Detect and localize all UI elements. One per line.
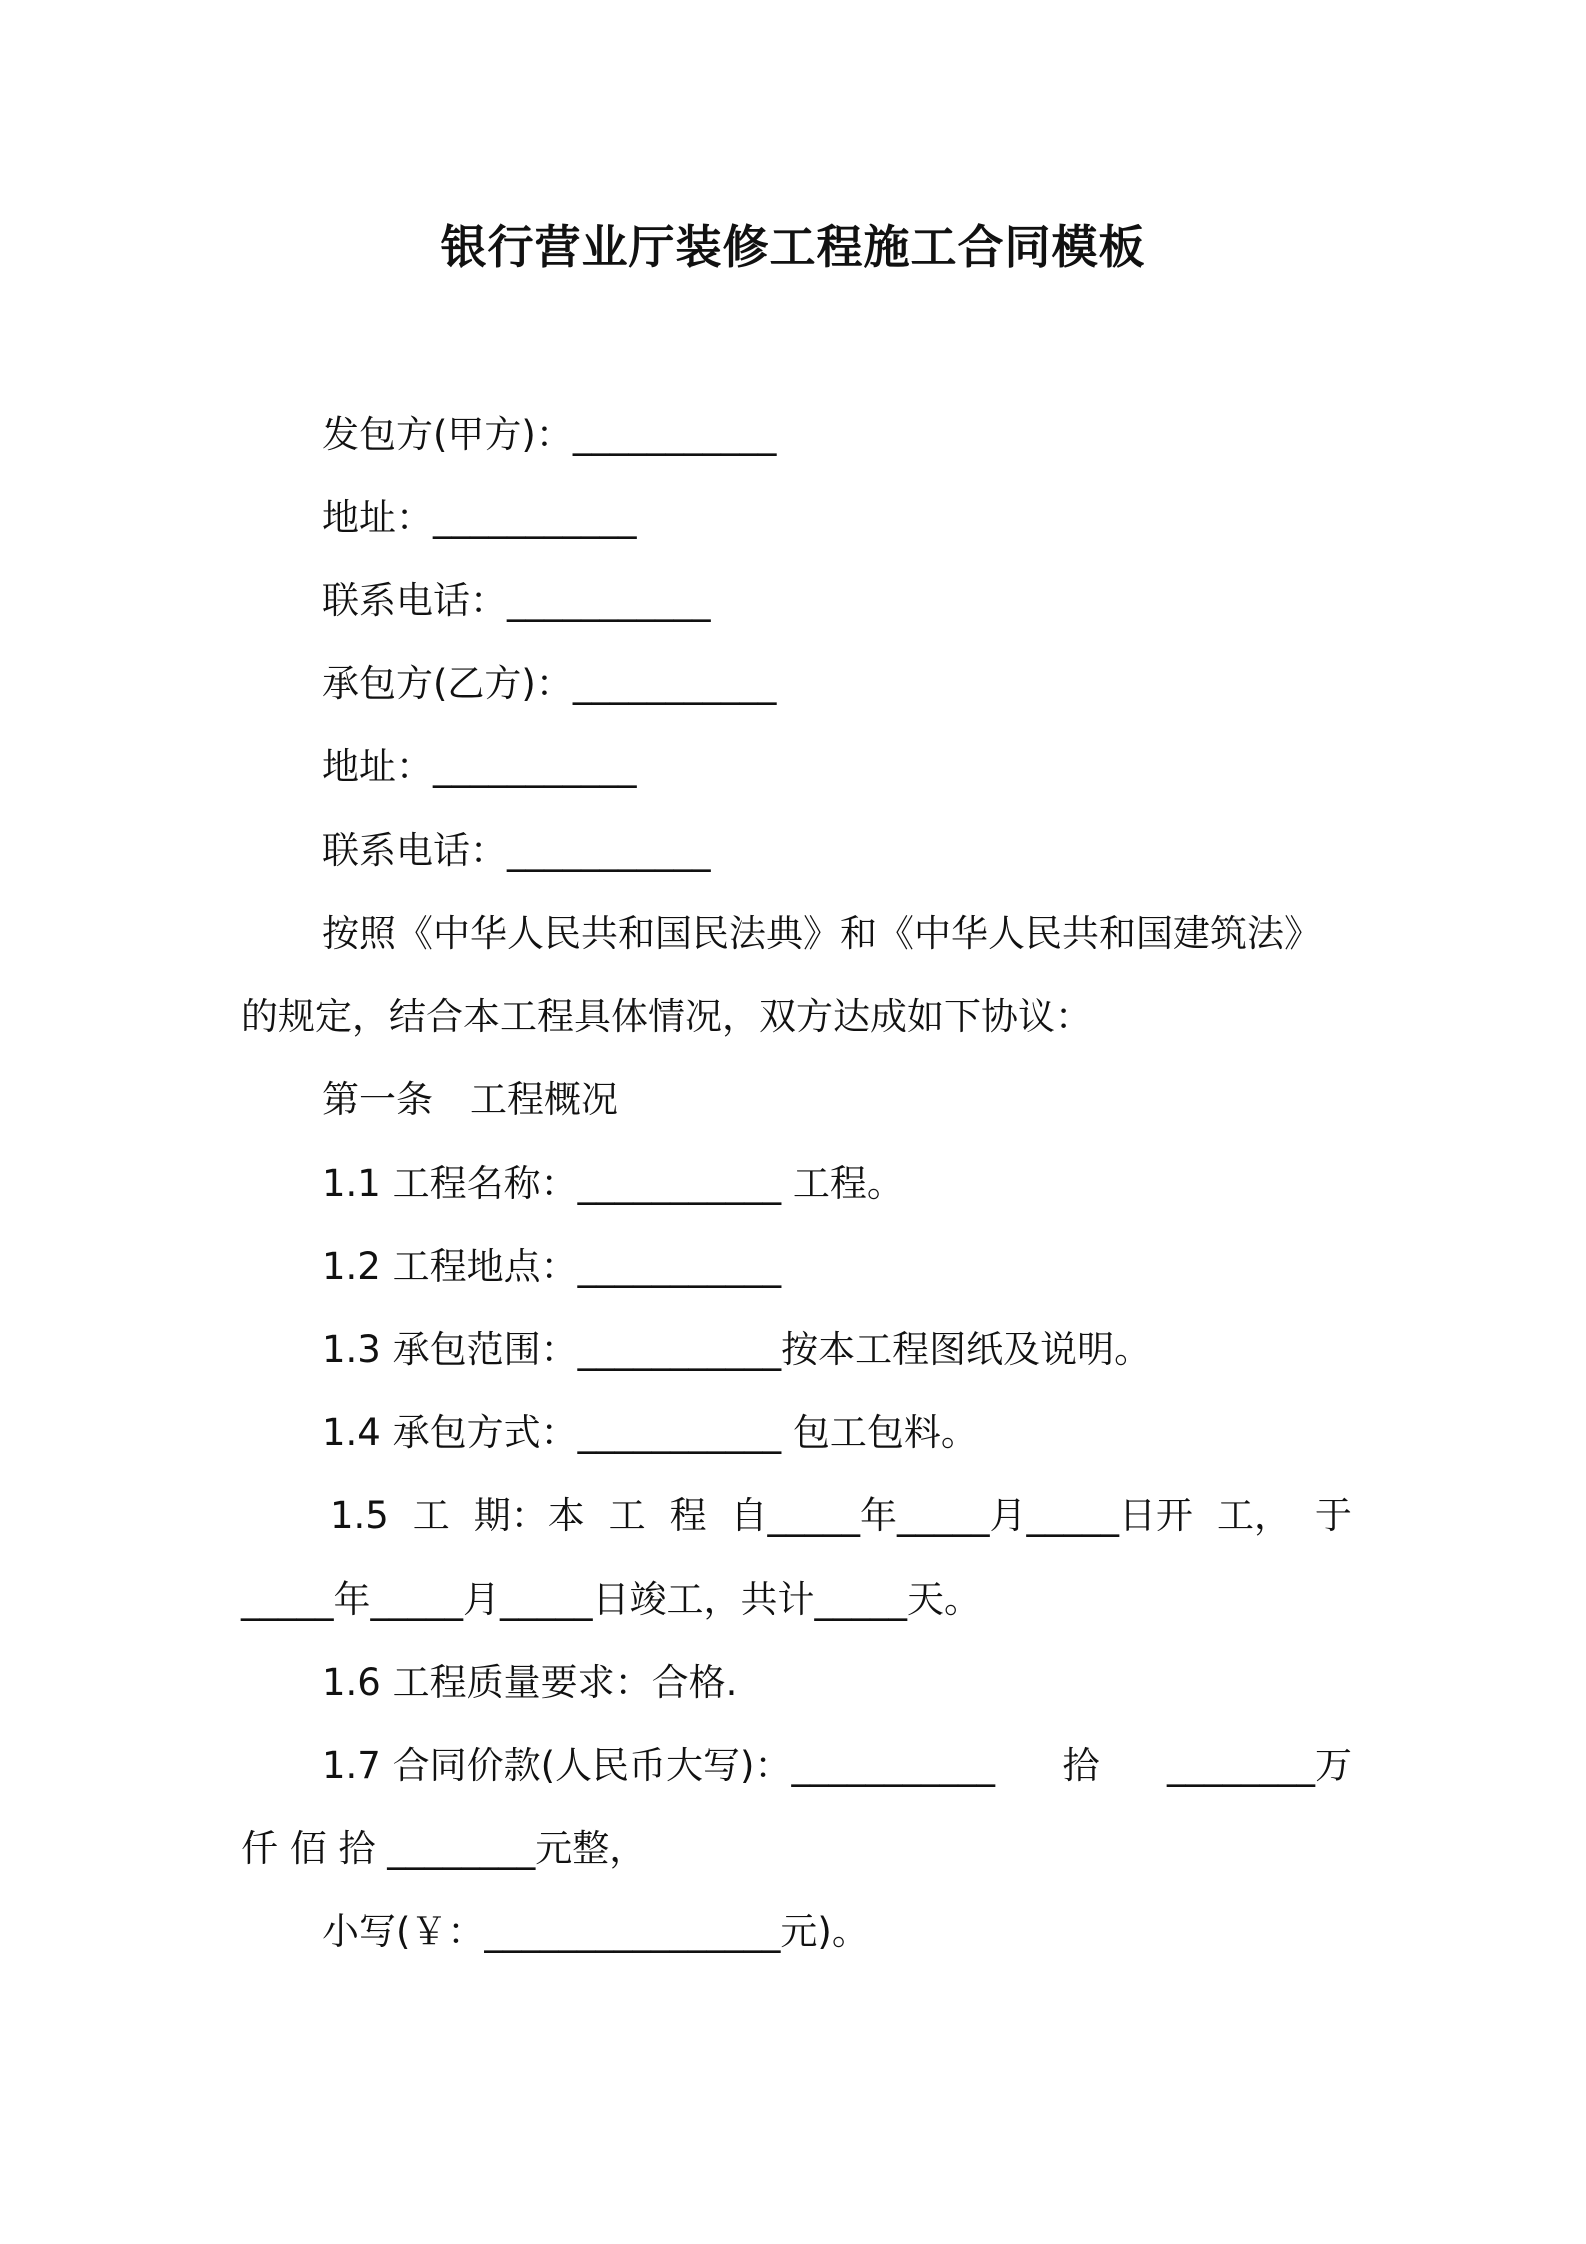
clause-1-1: 1.1 工程名称：___________ 工程。 <box>322 1162 904 1205</box>
clause-1-7-line-1 <box>322 1736 1352 1796</box>
party-b-phone: 联系电话：___________ <box>322 829 711 872</box>
clause-1-5-part: 于 <box>1314 1494 1352 1537</box>
party-a-phone: 联系电话：___________ <box>322 579 711 622</box>
party-a-address: 地址：___________ <box>322 496 637 539</box>
party-a-name: 发包方(甲方)：___________ <box>322 413 777 456</box>
clause-1-7-part: ________万 <box>1166 1744 1352 1787</box>
clause-1-6: 1.6 工程质量要求：合格. <box>322 1661 738 1704</box>
document-title: 银行营业厅装修工程施工合同模板 <box>440 220 1146 274</box>
clause-1-5-part: 程 <box>669 1494 707 1537</box>
clause-1-5-part: 工 <box>608 1494 646 1537</box>
clause-1-7-line-3: 小写(￥：________________元)。 <box>322 1910 869 1953</box>
party-b-address: 地址：___________ <box>322 745 637 788</box>
clause-1-5-part: 期：本 <box>473 1494 585 1537</box>
preamble-line-1: 按照《中华人民共和国民法典》和《中华人民共和国建筑法》 <box>322 912 1321 955</box>
party-b-name: 承包方(乙方)：___________ <box>322 662 777 705</box>
clause-1-5-line-2: _____年_____月_____日竣工，共计_____天。 <box>241 1578 981 1621</box>
clause-1-5-line-1 <box>330 1486 1352 1546</box>
clause-1-3: 1.3 承包范围：___________按本工程图纸及说明。 <box>322 1328 1152 1371</box>
clause-1-5-part: 自_____年_____月_____日开 <box>730 1494 1194 1537</box>
clause-1-5-part: 1.5 <box>330 1494 389 1537</box>
article-1-heading: 第一条 工程概况 <box>322 1078 618 1121</box>
clause-1-4: 1.4 承包方式：___________ 包工包料。 <box>322 1411 978 1454</box>
clause-1-7-line-2: 仟 佰 拾 ________元整， <box>241 1827 647 1870</box>
clause-1-5-part: 工 <box>412 1494 450 1537</box>
clause-1-2: 1.2 工程地点：___________ <box>322 1245 782 1288</box>
clause-1-7-part: 拾 <box>1062 1744 1100 1787</box>
clause-1-5-part: 工， <box>1216 1494 1291 1537</box>
preamble-line-2: 的规定，结合本工程具体情况，双方达成如下协议： <box>241 995 1092 1038</box>
clause-1-7-part: 1.7 合同价款(人民币大写)：___________ <box>322 1744 995 1787</box>
